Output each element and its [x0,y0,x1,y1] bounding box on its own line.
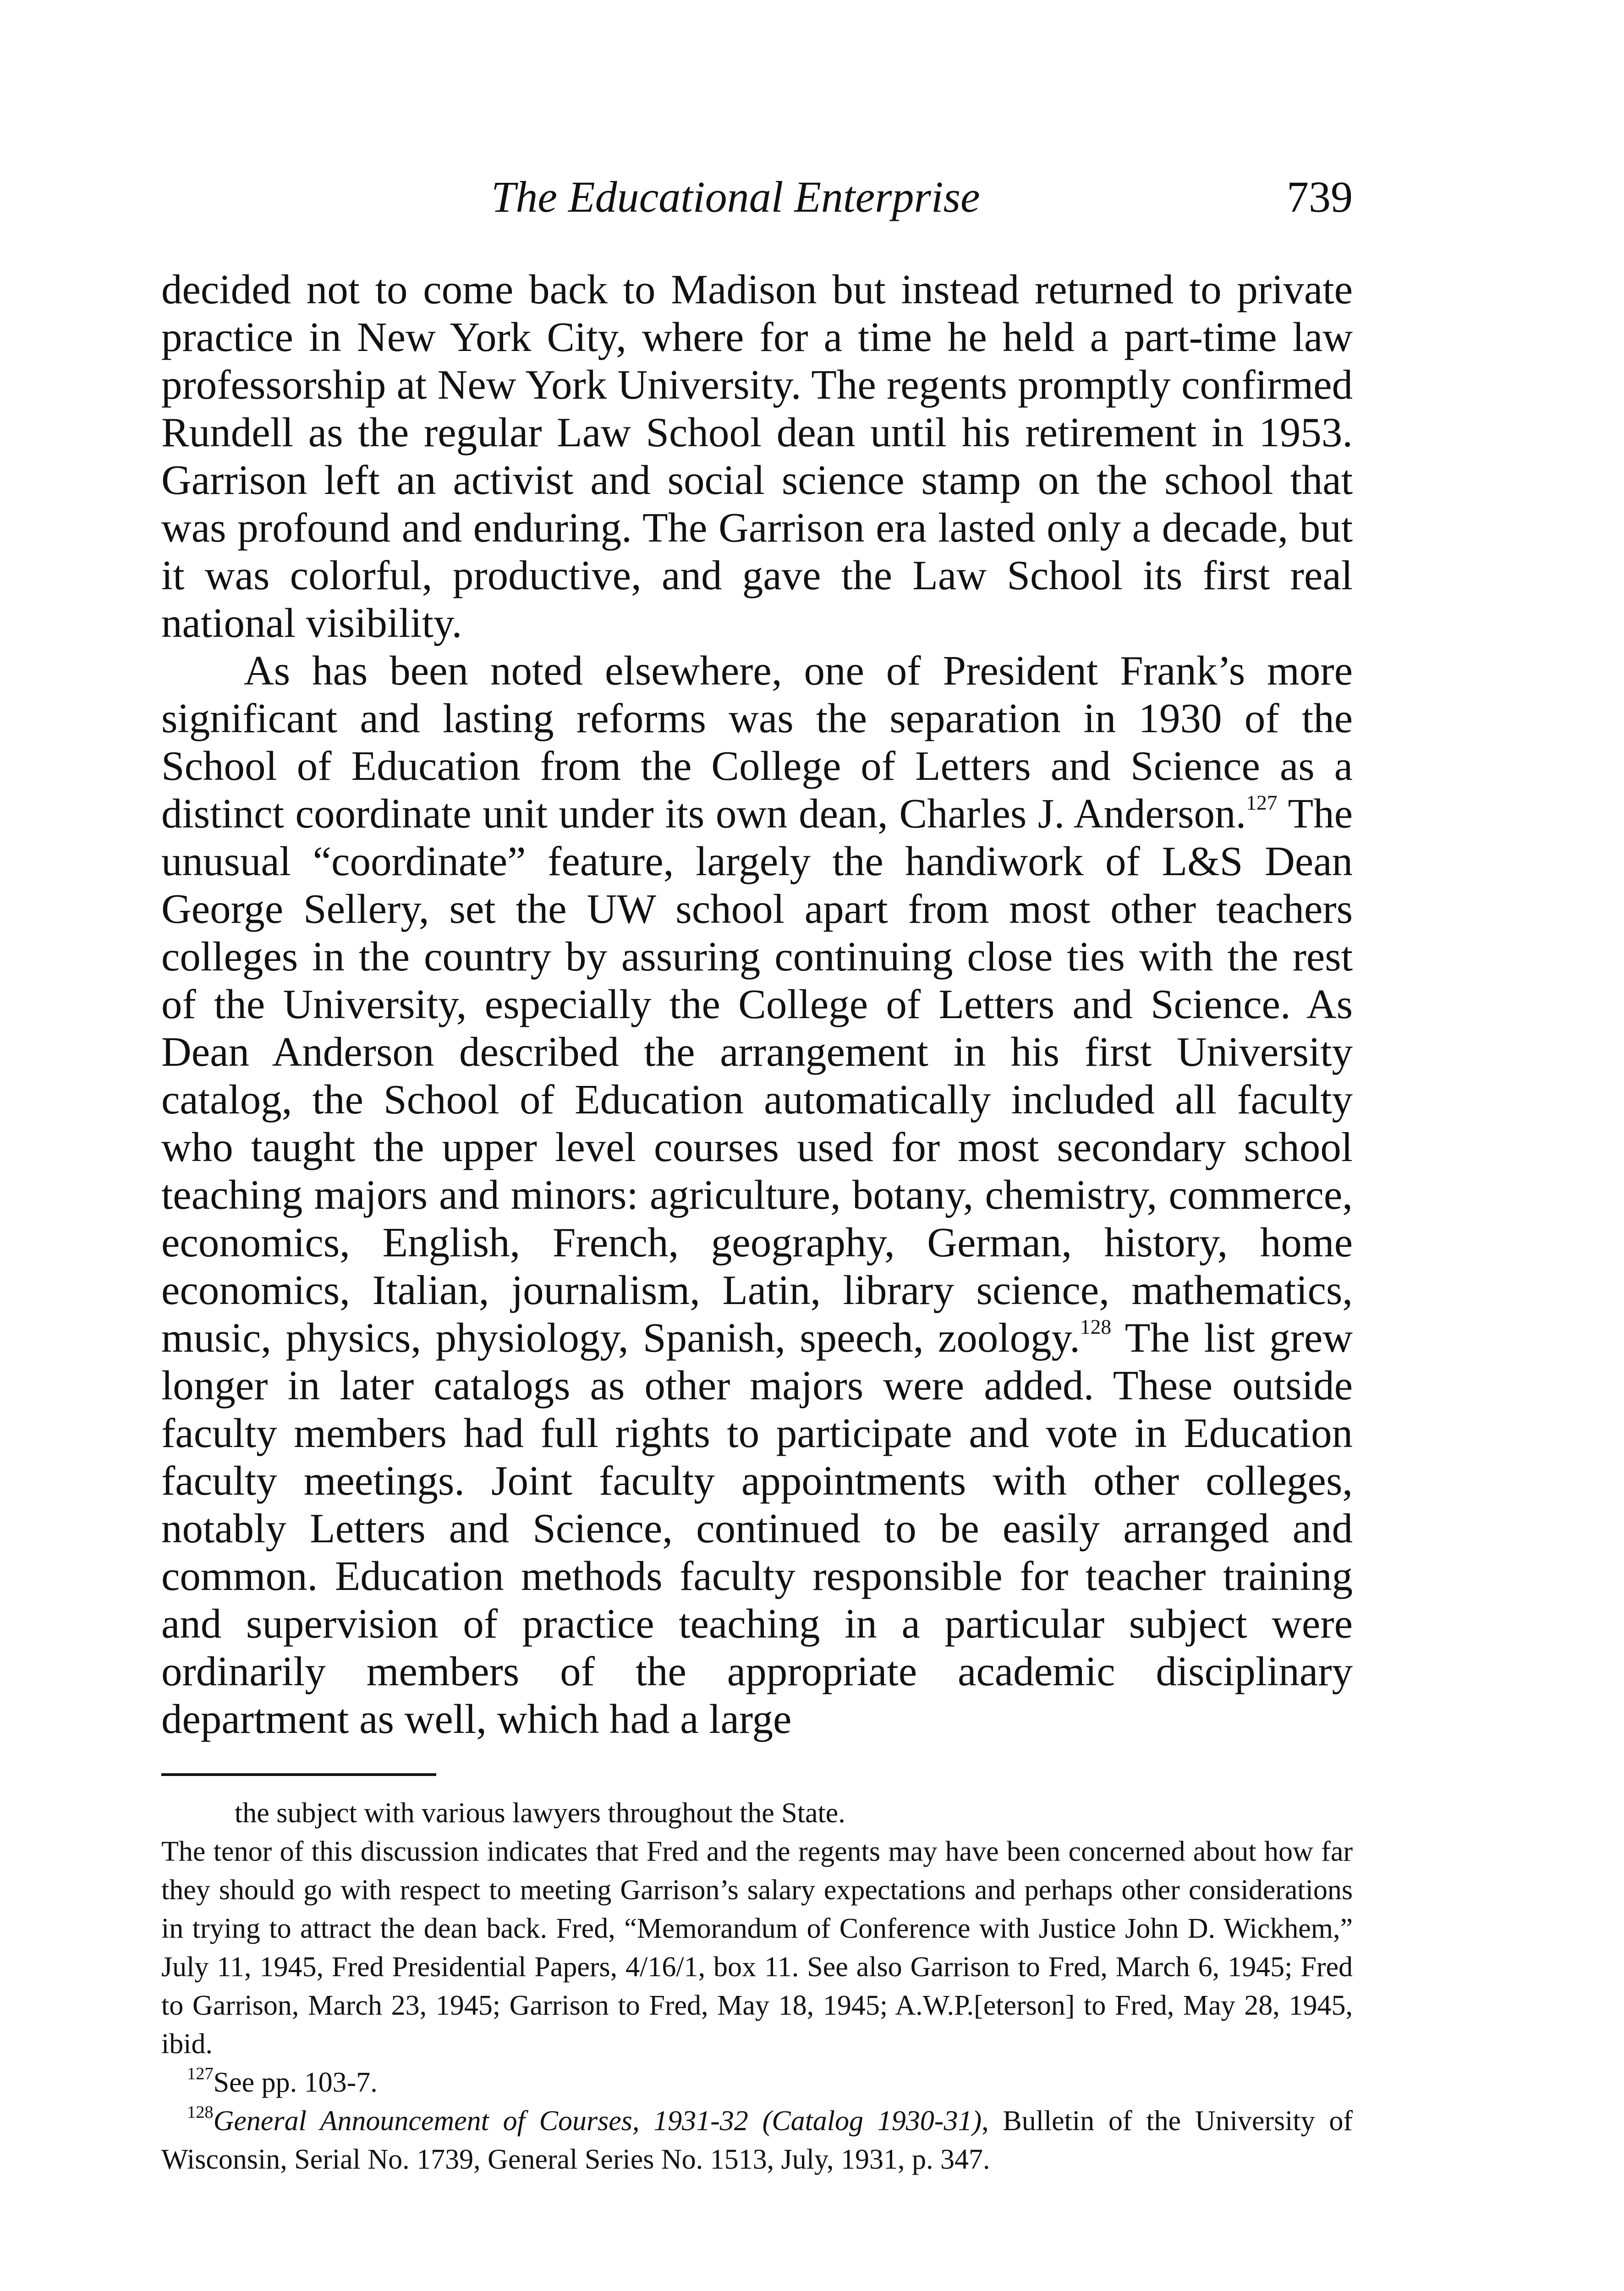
footnote-127 [161,2063,1353,2102]
footnote-128 [161,2102,1353,2179]
body-paragraph-1: decided not to come back to Madison but instead returned to private practice in New York City, where for a time he held a part-time law professorship at New York University. The regents promptly confirmed Rundell as the regular Law School dean until his retirement in 1953. Garrison left an activist and social science stamp on the school that was profound and enduring. The Garrison era lasted only a decade, but it was colorful, productive, and gave the Law School its first real national visibility. [161,266,1353,646]
page-number: 739 [1287,172,1353,221]
footnote-128-text: , Bulletin of the University of Wisconsin, Serial No. 1739, General Series No. 1513, July, 1931, p. 347. [161,2105,1353,2175]
running-head [161,165,1353,229]
running-title: The Educational Enterprise [491,172,980,221]
paragraph-2-part-a: As has been noted elsewhere, one of President Frank’s more significant and lasting reforms was the separation in 1930 of the School of Education from the College of Letters and Science as a distinct coordinate unit under its own dean, Charles J. Anderson. [161,647,1353,837]
footnote-ref-128: 128 [1080,1315,1112,1339]
footnote-divider [161,1773,436,1776]
paragraph-2-part-c: The list grew longer in later catalogs as other majors were added. These outside faculty members had full rights to participate and vote in Education faculty meetings. Joint faculty appointments with other colleges, notably Letters and Science, continued to be easily arranged and common. Education methods faculty responsible for teacher training and supervision of practice teaching in a particular subject were ordinarily members of the appropriate academic disciplinary department as well, which had a large [161,1315,1353,1742]
footnote-128-number: 128 [187,2103,214,2122]
footnotes [161,1794,1353,2179]
body-paragraph-2 [161,647,1353,1743]
paragraph-2-part-b: The unusual “coordinate” feature, largely the handiwork of L&S Dean George Sellery, set the UW school apart from most other teachers colleges in the country by assuring continuing close ties with the rest of the University, especially the College of Letters and Science. As Dean Anderson described the arrangement in his first University catalog, the School of Education automatically included all faculty who taught the upper level courses used for most secondary school teaching majors and minors: agriculture, botany, chemistry, commerce, economics, English, French, geography, German, history, home economics, Italian, journalism, Latin, library science, mathematics, music, physics, physiology, Spanish, speech, zoology. [161,790,1353,1361]
footnote-127-number: 127 [187,2064,214,2084]
footnote-128-title: General Announcement of Courses, 1931-32 (Catalog 1930-31) [213,2105,982,2137]
footnote-127-text: See pp. 103-7. [213,2067,378,2098]
footnote-ref-127: 127 [1246,791,1278,815]
body-text [161,266,1353,1743]
footnote-continuation-paragraph: The tenor of this discussion indicates that Fred and the regents may have been concerned about how far they should go with respect to meeting Garrison’s salary expectations and perhaps other considerations in trying to attract the dean back. Fred, “Memorandum of Conference with Justice John D. Wickhem,” July 11, 1945, Fred Presidential Papers, 4/16/1, box 11. See also Garrison to Fred, March 6, 1945; Fred to Garrison, March 23, 1945; Garrison to Fred, May 18, 1945; A.W.P.[eterson] to Fred, May 28, 1945, ibid. [161,1836,1353,2060]
footnote-continuation-line: the subject with various lawyers throughout the State. [235,1798,845,1829]
